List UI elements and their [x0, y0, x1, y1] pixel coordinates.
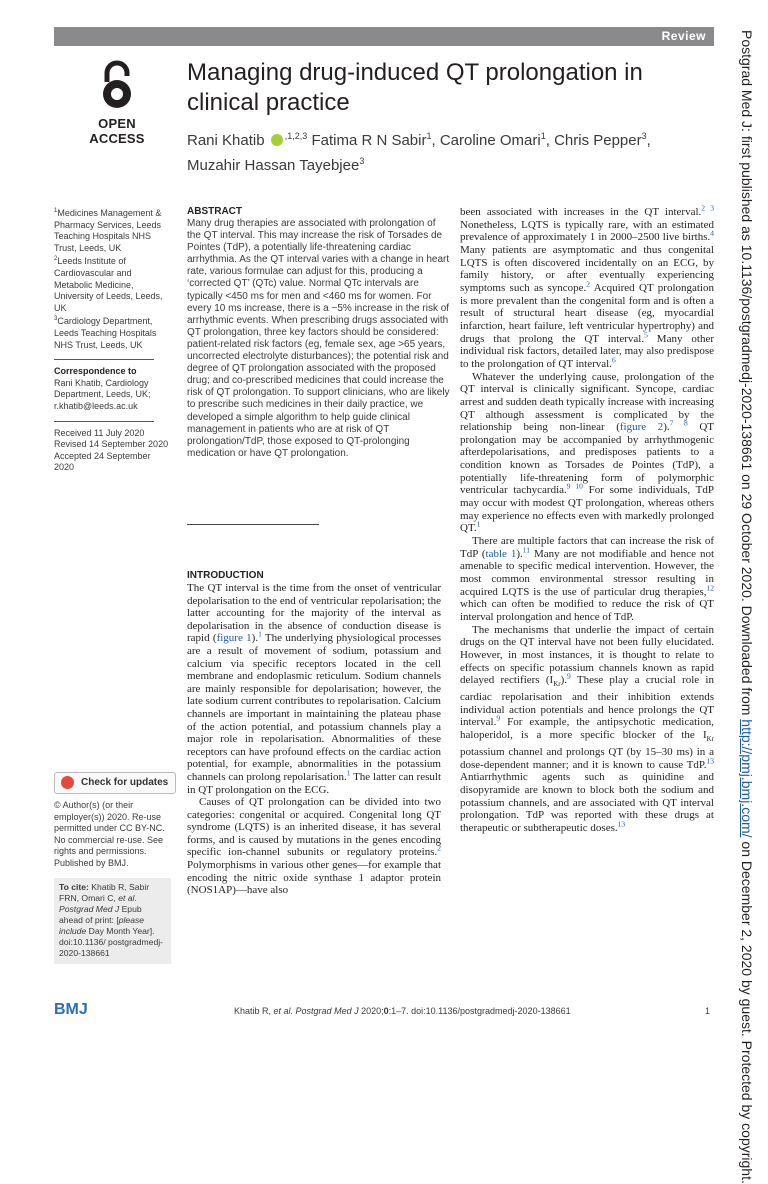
reference-link[interactable]: 4 [710, 228, 714, 238]
page-number: 1 [704, 1006, 710, 1016]
download-stamp: Postgrad Med J: first published as 10.1136/postgradmedj-2020-138661 on 29 October 2020. Downloaded from http://pmj.bmj.com/ on December 2, 2020 by guest. Protected by copyright. [739, 30, 755, 1184]
section-bar [54, 27, 714, 46]
author-affiliation: 3 [359, 156, 365, 166]
reference-link[interactable]: 1 [346, 768, 351, 778]
divider [187, 524, 319, 525]
paragraph: The QT interval is the time from the onset of ventricular depolarisation to the end of ventricular repolarisation; the latter accounting for the majority of the interval as depolarisation in the absence of conduction disease is rapid (figure 1).$^1$ The underlying physiological processes are a result of movement of sodium, potassium and calcium via specific receptors located in the cell membrane and endoplasmic reticulum. Sodium channels are mainly responsible for depolarisation; however, the late sodium current contributes to repolarisation. Calcium channels are important in maintaining the plateau phase of the action potential, and potassium channels play a major role in repolarisation. Abnormalities of these receptors can have profound effects on the cardiac action potential, for example, abnormalities in the potassium channels can prolong repolarisation.$^1$ The latter can result in QT prolongation on the ECG. [187, 582, 442, 796]
author-name[interactable]: Muzahir Hassan Tayebjee [187, 157, 360, 174]
open-access-logo [70, 60, 164, 146]
reference-link[interactable]: 2 [437, 843, 441, 853]
divider [54, 359, 154, 360]
paragraph: Causes of QT prolongation can be divided into two categories: congenital or acquired. Congenital long QT syndrome (LQTS) is an inherited disease, it has several forms, and is caused by mutations in the genes encoding specific ion-channel subunits or regulatory proteins.$^2$ Polymorphisms in various other genes—for example that encoding the nitric oxide synthase 1 adaptor protein (NOS1AP)—have also [187, 796, 441, 897]
intro-heading: INTRODUCTION [187, 570, 264, 581]
abstract-heading: ABSTRACT [187, 206, 242, 217]
author-affiliation: 3 [641, 131, 647, 141]
journal-link[interactable]: http://pmj.bmj.com/ [739, 719, 755, 838]
citation-box: To cite: Khatib R, Sabir FRN, Omari C, et al. Postgrad Med J Epub ahead of print: [please include Day Month Year]. doi:10.1136/ postgradmedj-2020-138661 [54, 878, 171, 964]
author-affiliation: 1 [426, 131, 432, 141]
reference-link[interactable]: 11 [522, 545, 531, 555]
figure-link[interactable]: figure 2 [619, 421, 664, 434]
article-title: Managing drug-induced QT prolongation in clinical practice [187, 59, 643, 116]
reference-link[interactable]: 5 [644, 329, 648, 339]
reference-link[interactable]: 13 [617, 819, 626, 829]
sidebar [54, 206, 172, 474]
divider [54, 421, 154, 422]
section-label: Review [661, 29, 706, 43]
license-text: © Author(s) (or their employer(s)) 2020. Re-use permitted under CC BY-NC. No commercial re-use. See rights and permissions. Published by BMJ. [54, 800, 165, 868]
reference-link[interactable]: 1 [258, 629, 262, 639]
table-link[interactable]: table 1 [485, 547, 517, 560]
affiliation: $^3$Cardiology Department, Leeds Teaching Hospitals NHS Trust, Leeds, UK [54, 316, 157, 350]
introduction-section [187, 570, 441, 897]
abstract [187, 206, 452, 460]
author-name[interactable]: Fatima R N Sabir [311, 132, 427, 149]
bmj-logo[interactable]: BMJ [54, 1001, 88, 1018]
reference-link[interactable]: 7 8 [669, 418, 688, 428]
paragraph: The mechanisms that underlie the impact of certain drugs on the QT interval have not been fully elucidated. However, in most instances, it is thought to relate to effects on specific potassium channels known as rapid delayed rectifiers $(I_{Kr}).^9$ These play a crucial role in cardiac repolarisation and their inhibition extends individual action potentials and hence prolongs the QT interval.$^9$ For example, the antipsychotic medication, haloperidol, is a more specific blocker of the $I_{Kr}$ potassium channel and prolongs QT (by 15–30 ms) in a dose-dependent manner; and it is known to cause TdP.$^{13}$ Antiarrhythmic agents such as quinidine and disopyramide are known to block both the sodium and potassium channels, and are associated with QT interval prolongation. TdP was reported with these drugs at therapeutic or subtherapeutic doses.$^{13}$ [460, 623, 714, 834]
figure-link[interactable]: figure 1 [216, 632, 252, 645]
received-date: Received 11 July 2020 [54, 427, 145, 438]
check-updates-label: Check for updates [81, 777, 169, 788]
paragraph: There are multiple factors that can increase the risk of TdP (table 1).$^{11}$ Many are not modifiable and hence not amenable to specific medical intervention. However, the most common environmental stressor resulting in acquired LQTS is the use of particular drug therapies,$^{12}$ which can often be modified to reduce the risk of QT interval prolongation and hence of TdP. [460, 535, 715, 623]
body-column [460, 203, 715, 835]
author-name[interactable]: Caroline Omari [439, 132, 541, 149]
check-updates-icon [61, 776, 74, 789]
check-updates-button[interactable] [54, 772, 176, 794]
footer-citation: Khatib R, et al. Postgrad Med J 2020;0:1–7. doi:10.1136/postgradmedj-2020-138661 [234, 1006, 571, 1016]
author-name[interactable]: Chris Pepper [554, 132, 642, 149]
correspondence-heading: Correspondence to [54, 366, 137, 377]
open-access-label: OPEN ACCESS [89, 116, 145, 146]
reference-link[interactable]: 2 3 [701, 203, 715, 213]
revised-date: Revised 14 September 2020 [54, 439, 169, 450]
reference-link[interactable]: 9 [567, 671, 571, 681]
affiliation: $^1$Medicines Management & Pharmacy Services, Leeds Teaching Hospitals NHS Trust, Leeds, UK [54, 208, 162, 253]
open-access-icon [98, 60, 136, 112]
affiliation: $^2$Leeds Institute of Cardiovascular and Metabolic Medicine, University of Leeds, Leeds, UK [54, 256, 163, 313]
author-affiliation: 1 [540, 131, 546, 141]
reference-link[interactable]: 9 10 [566, 481, 583, 491]
reference-link[interactable]: 12 [706, 583, 714, 593]
correspondence-text[interactable]: Rani Khatib, Cardiology Department, Leeds, UK; r.khatib@leeds.ac.uk [54, 377, 151, 411]
reference-link[interactable]: 13 [706, 755, 714, 765]
abstract-text: Many drug therapies are associated with prolongation of the QT interval. This may increase the risk of Torsades de Pointes (TdP), a potentially life-threatening cardiac arrhythmia. As the QT interval varies with a change in heart rate, various formulae can adjust for this, producing a ‘corrected QT’ (QTc) value. Normal QTc intervals are typically <450 ms for men and <460 ms for women. For every 10 ms increase, there is a ~5% increase in the risk of arrhythmic events. When prescribing drugs associated with QT prolongation, three key factors should be considered: patient-related risk factors (eg, female sex, age >65 years, uncorrected electrolyte disturbances); the potential risk and degree of QT prolongation associated with the proposed drug; and co-prescribed medicines that could increase the risk of QT prolongation. To support clinicians, who are likely to prescribe such medicines in their daily practice, we developed a simple algorithm to help guide clinical management in patients who are at risk of QT prolongation/TdP, those exposed to QT-prolonging medication or have QT prolongation. [187, 218, 450, 459]
reference-link[interactable]: 6 [611, 355, 616, 365]
reference-link[interactable]: 1 [476, 519, 481, 529]
author-name[interactable]: Rani Khatib [187, 132, 265, 149]
accepted-date: Accepted 24 September 2020 [54, 450, 151, 473]
paragraph: been associated with increases in the QT interval.$^{2 3}$ Nonetheless, LQTS is typically rare, with an estimated prevalence of approximately 1 in 2000–2500 live births.$^4$ Many patients are asymptomatic and thus congenital LQTS is often discovered incidentally on an ECG, by family history, or after eventually experiencing symptoms such as syncope.$^2$ Acquired QT prolongation is more prevalent than the congenital form and is often a result of structural heart disease (eg, myocardial infarction, heart failure, left ventricular hypertrophy) and drugs that prolong the QT interval.$^5$ Many other individual risk factors, detailed later, may also predispose to the prolongation of QT interval.$^6$ [460, 203, 715, 370]
author-list: Rani Khatib $^{,1,2,3}$ Fatima R N Sabir$^1$, Caroline Omari$^1$, Chris Pepper$^3$, Muzahir Hassan Tayebjee$^3$ [187, 131, 651, 174]
cite-label: To cite: [59, 882, 89, 892]
orcid-icon[interactable] [271, 134, 283, 146]
paragraph: Whatever the underlying cause, prolongation of the QT interval is clinically significant. Syncope, cardiac arrest and sudden death typically increase with increasing QT although assessment is complicated by the relationship being non-linear (figure 2).$^{7 8}$ QT prolongation may be accompanied by arrhythmogenic afterdepolarisations, and predisposes patients to a condition known as Torsades de Pointes (TdP), a potentially life-threatening form of polymorphic ventricular tachycardia.$^{9 10}$ For some individuals, TdP may occur with modest QT prolongation, whereas others may experience no effects even with markedly prolonged QT.$^1$ [460, 370, 714, 535]
author-affiliation: ,1,2,3 [284, 131, 308, 141]
reference-link[interactable]: 9 [496, 713, 501, 723]
reference-link[interactable]: 2 [586, 279, 591, 289]
